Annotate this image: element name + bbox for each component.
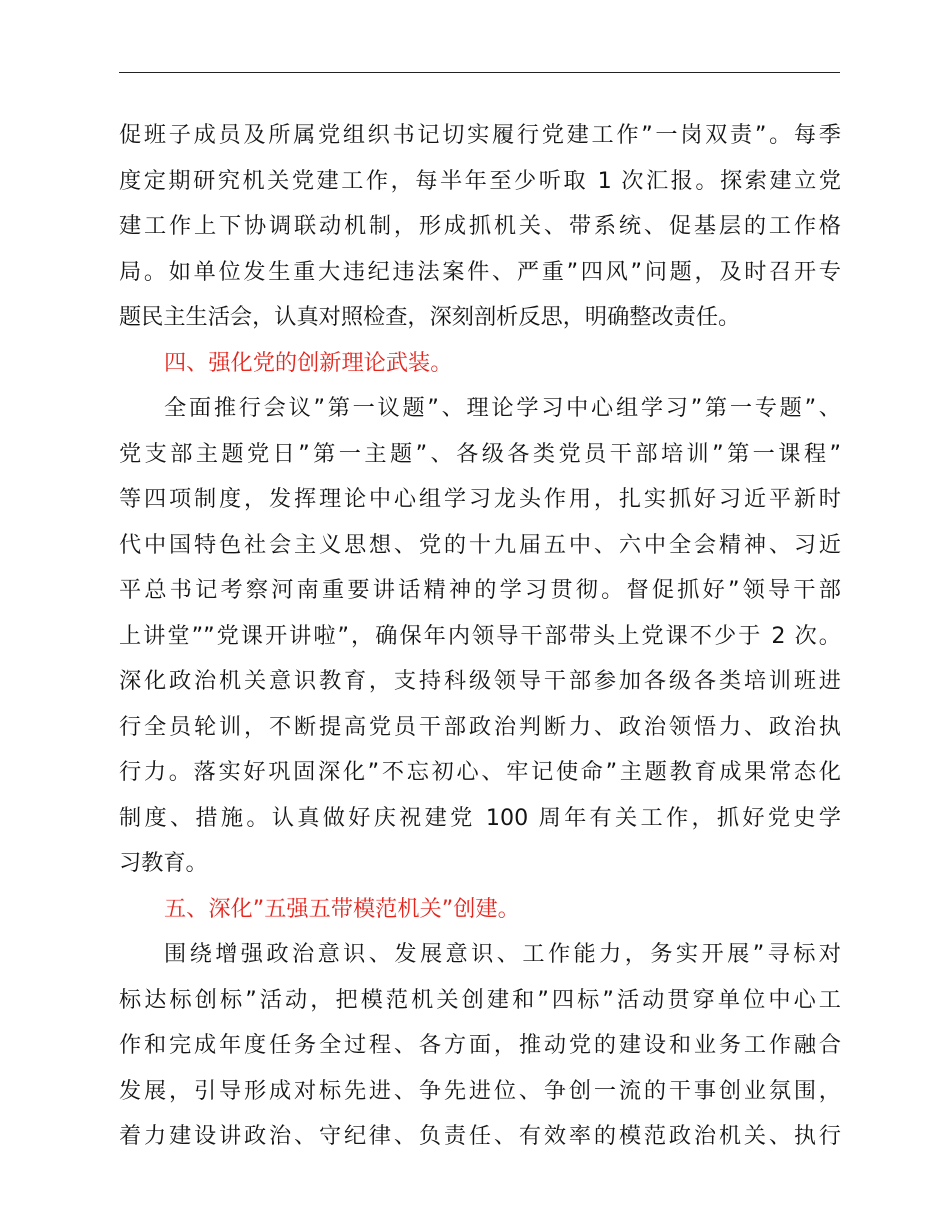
paragraph-line: 行力。落实好巩固深化”不忘初心、牢记使命”主题教育成果常态化	[119, 759, 841, 785]
paragraph-last-line: 题民主生活会，认真对照检查，深刻剖析反思，明确整改责任。	[119, 304, 741, 330]
paragraph-first-line: 围绕增强政治意识、发展意识、工作能力，务实开展”寻标对	[164, 941, 841, 967]
section-heading: 四、强化党的创新理论武装。	[164, 349, 453, 376]
paragraph-first-line: 全面推行会议”第一议题”、理论学习中心组学习”第一专题”、	[164, 395, 841, 421]
document-body	[119, 113, 841, 1160]
section-heading: 五、深化”五强五带模范机关”创建。	[164, 895, 520, 922]
paragraph-last-line: 习教育。	[119, 850, 208, 876]
paragraph-line: 建工作上下协调联动机制，形成抓机关、带系统、促基层的工作格	[119, 213, 841, 239]
paragraph-line: 促班子成员及所属党组织书记切实履行党建工作”一岗双责”。每季	[119, 122, 841, 148]
paragraph-line: 行全员轮训，不断提高党员干部政治判断力、政治领悟力、政治执	[119, 713, 841, 740]
paragraph-line: 上讲堂””党课开讲啦”，确保年内领导干部带头上党课不少于 2 次。	[119, 622, 841, 649]
paragraph-line: 等四项制度，发挥理论中心组学习龙头作用，扎实抓好习近平新时	[119, 486, 841, 512]
paragraph-line: 度定期研究机关党建工作，每半年至少听取 1 次汇报。探索建立党	[119, 167, 841, 194]
paragraph-line: 代中国特色社会主义思想、党的十九届五中、六中全会精神、习近	[119, 531, 841, 558]
paragraph-line: 制度、措施。认真做好庆祝建党 100 周年有关工作，抓好党史学	[119, 804, 841, 831]
paragraph-line: 标达标创标”活动，把模范机关创建和”四标”活动贯穿单位中心工	[119, 986, 841, 1013]
paragraph-line: 发展，引导形成对标先进、争先进位、争创一流的干事创业氛围，	[119, 1077, 841, 1104]
paragraph-line: 着力建设讲政治、守纪律、负责任、有效率的模范政治机关、执行	[119, 1123, 841, 1149]
header-rule	[119, 72, 840, 73]
paragraph-line: 局。如单位发生重大违纪违法案件、严重”四风”问题，及时召开专	[119, 258, 841, 285]
paragraph-line: 深化政治机关意识教育，支持科级领导干部参加各级各类培训班进	[119, 668, 841, 694]
paragraph-line: 作和完成年度任务全过程、各方面，推动党的建设和业务工作融合	[119, 1032, 841, 1058]
paragraph-line: 平总书记考察河南重要讲话精神的学习贯彻。督促抓好”领导干部	[119, 577, 841, 603]
paragraph-line: 党支部主题党日”第一主题”、各级各类党员干部培训”第一课程”	[119, 440, 841, 467]
